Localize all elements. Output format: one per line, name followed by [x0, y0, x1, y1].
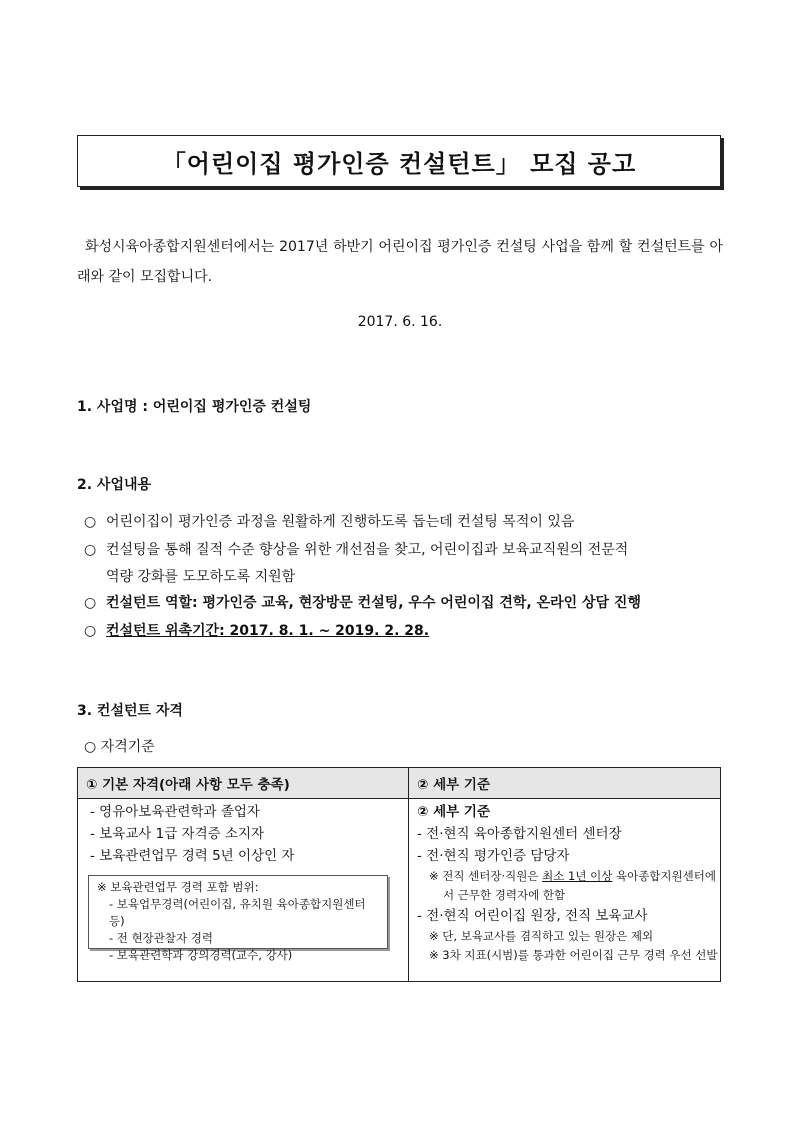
basic-qualification-cell	[78, 799, 409, 982]
note-item: ※ 단, 보육교사를 겸직하고 있는 원장은 제외	[429, 929, 654, 943]
qualification-criteria-label: ○ 자격기준	[84, 739, 155, 755]
section2-heading: 2. 사업내용	[77, 477, 152, 493]
note-item: - 보육관련학과 강의경력(교수, 강사)	[109, 948, 293, 962]
note-item: ※ 전직 센터장·직원은 최소 1년 이상 육아종합지원센터에	[429, 869, 716, 883]
experience-scope-note	[88, 875, 388, 962]
list-item: ○ 컨설팅을 통해 질적 수준 향상을 위한 개선점을 찾고, 어린이집과 보육교직원의 전문적	[84, 542, 629, 558]
list-item: - 전·현직 어린이집 원장, 전직 보육교사	[417, 908, 648, 924]
list-item: ○ 어린이집이 평가인증 과정을 원활하게 진행하도록 돕는데 컨설팅 목적이 있음	[84, 514, 575, 530]
list-item: - 영유아보육관련학과 졸업자	[90, 804, 260, 820]
note-item: ※ 3차 지표(시범)를 통과한 어린이집 근무 경력 우선 선발	[429, 948, 718, 962]
intro-paragraph: 화성시육아종합지원센터에서는 2017년 하반기 어린이집 평가인증 컨설팅 사업을 함께 할 컨설턴트를 아래와 같이 모집합니다.	[77, 239, 723, 285]
page-title	[77, 135, 721, 187]
list-item: - 보육관련업무 경력 5년 이상인 자	[90, 848, 295, 864]
qualification-table	[77, 767, 721, 982]
list-item-continuation: 역량 강화를 도모하도록 지원함	[106, 569, 296, 585]
note-item: - 보육업무경력(어린이집, 유치원 육아종합지원센터 등)	[109, 897, 366, 928]
table-header-detail: ② 세부 기준	[409, 768, 721, 799]
list-item: ○ 컨설턴트 역할: 평가인증 교육, 현장방문 컨설팅, 우수 어린이집 견학, 온라인 상담 진행	[84, 595, 641, 611]
section1-heading: 1. 사업명 : 어린이집 평가인증 컨설팅	[77, 399, 312, 415]
note-item: - 전 현장관찰자 경력	[109, 931, 213, 945]
list-item: - 전·현직 평가인증 담당자	[417, 848, 570, 864]
list-item: - 전·현직 육아종합지원센터 센터장	[417, 826, 622, 842]
page-title-text: 「어린이집 평가인증 컨설턴트」 모집 공고	[161, 149, 637, 178]
list-item: - 보육교사 1급 자격증 소지자	[90, 826, 265, 842]
section3-heading: 3. 컨설턴트 자격	[77, 703, 183, 719]
note-item: 서 근무한 경력자에 한함	[443, 888, 566, 902]
list-item: ○ 컨설턴트 위촉기간: 2017. 8. 1. ~ 2019. 2. 28.	[84, 623, 430, 639]
note-title: ※ 보육관련업무 경력 포함 범위:	[97, 880, 259, 894]
announcement-date: 2017. 6. 16.	[357, 314, 443, 330]
detail-criteria-title: ② 세부 기준	[417, 804, 490, 820]
detail-criteria-cell	[409, 799, 721, 982]
table-header-basic: ① 기본 자격(아래 사항 모두 충족)	[78, 768, 409, 799]
